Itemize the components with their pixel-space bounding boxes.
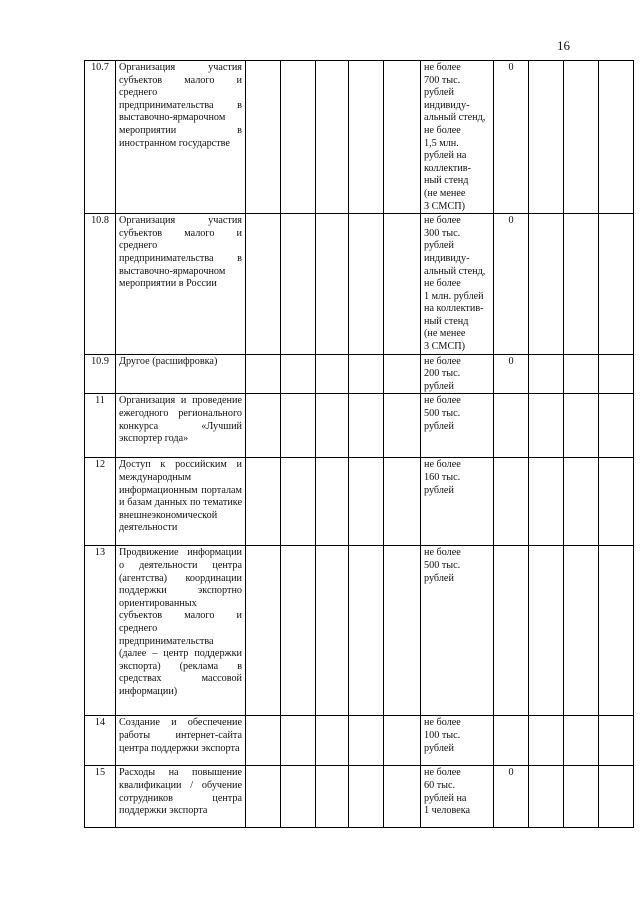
empty-cell	[316, 546, 349, 716]
row-name: Организация участия субъектов малого и среднего предпринимательства в выставочно-ярмарочном мероприятии в России	[116, 214, 246, 355]
empty-cell	[316, 716, 349, 766]
row-limit: не более 700 тыс. рублей индивиду- альный стенд, не более 1,5 млн. рублей на коллектив- ный стенд (не менее 3 СМСП)	[421, 61, 494, 214]
empty-cell	[281, 61, 316, 214]
empty-cell	[316, 766, 349, 828]
row-number: 14	[85, 716, 116, 766]
empty-cell	[246, 716, 281, 766]
row-limit: не более 100 тыс. рублей	[421, 716, 494, 766]
row-name: Продвижение информации о деятельности центра (агентства) координации поддержки экспортно ориентированных субъектов малого и среднего предпринимательства (далее – центр поддержки экспорта) (реклама в средствах массовой информации)	[116, 546, 246, 716]
row-limit: не более 60 тыс. рублей на 1 человека	[421, 766, 494, 828]
row-name: Другое (расшифровка)	[116, 354, 246, 394]
empty-cell	[281, 214, 316, 355]
empty-cell	[384, 214, 421, 355]
row-value: 0	[494, 354, 529, 394]
empty-cell	[384, 546, 421, 716]
empty-cell	[281, 394, 316, 458]
page-number: 16	[557, 38, 570, 53]
table-row	[85, 546, 634, 716]
empty-cell	[384, 394, 421, 458]
empty-cell	[384, 716, 421, 766]
row-limit: не более 160 тыс. рублей	[421, 458, 494, 546]
empty-cell	[529, 61, 564, 214]
row-number: 10.7	[85, 61, 116, 214]
row-value: 0	[494, 214, 529, 355]
row-value	[494, 546, 529, 716]
empty-cell	[281, 354, 316, 394]
empty-cell	[246, 546, 281, 716]
empty-cell	[564, 458, 599, 546]
table-row	[85, 354, 634, 394]
row-number: 11	[85, 394, 116, 458]
empty-cell	[316, 354, 349, 394]
empty-cell	[316, 394, 349, 458]
empty-cell	[316, 458, 349, 546]
empty-cell	[384, 766, 421, 828]
empty-cell	[529, 766, 564, 828]
empty-cell	[599, 61, 634, 214]
row-number: 10.8	[85, 214, 116, 355]
empty-cell	[246, 61, 281, 214]
empty-cell	[529, 716, 564, 766]
empty-cell	[316, 61, 349, 214]
table-row	[85, 458, 634, 546]
table-row	[85, 716, 634, 766]
empty-cell	[246, 214, 281, 355]
empty-cell	[529, 546, 564, 716]
row-name: Организация и проведение ежегодного регионального конкурса «Лучший экспортер года»	[116, 394, 246, 458]
row-value	[494, 716, 529, 766]
table-row	[85, 394, 634, 458]
empty-cell	[349, 394, 384, 458]
row-number: 12	[85, 458, 116, 546]
empty-cell	[529, 458, 564, 546]
empty-cell	[384, 354, 421, 394]
empty-cell	[599, 716, 634, 766]
empty-cell	[564, 716, 599, 766]
empty-cell	[384, 458, 421, 546]
table-row	[85, 214, 634, 355]
row-limit: не более 500 тыс. рублей	[421, 394, 494, 458]
empty-cell	[564, 214, 599, 355]
empty-cell	[246, 458, 281, 546]
empty-cell	[599, 394, 634, 458]
row-value: 0	[494, 766, 529, 828]
empty-cell	[564, 546, 599, 716]
empty-cell	[246, 766, 281, 828]
empty-cell	[281, 716, 316, 766]
empty-cell	[529, 214, 564, 355]
row-name: Доступ к российским и международным информационным порталам и базам данных по тематике внешнеэкономической деятельности	[116, 458, 246, 546]
row-value	[494, 394, 529, 458]
row-name: Организация участия субъектов малого и среднего предпринимательства в выставочно-ярмарочном мероприятии в иностранном государстве	[116, 61, 246, 214]
row-number: 13	[85, 546, 116, 716]
empty-cell	[246, 354, 281, 394]
empty-cell	[349, 354, 384, 394]
empty-cell	[564, 354, 599, 394]
empty-cell	[349, 716, 384, 766]
row-number: 15	[85, 766, 116, 828]
table-row	[85, 766, 634, 828]
empty-cell	[599, 546, 634, 716]
row-limit: не более 500 тыс. рублей	[421, 546, 494, 716]
empty-cell	[529, 394, 564, 458]
empty-cell	[349, 214, 384, 355]
empty-cell	[316, 214, 349, 355]
empty-cell	[349, 766, 384, 828]
empty-cell	[599, 354, 634, 394]
row-number: 10.9	[85, 354, 116, 394]
empty-cell	[599, 458, 634, 546]
row-value: 0	[494, 61, 529, 214]
empty-cell	[281, 546, 316, 716]
table-row	[85, 61, 634, 214]
empty-cell	[349, 61, 384, 214]
empty-cell	[349, 458, 384, 546]
row-name: Расходы на повышение квалификации / обучение сотрудников центра поддержки экспорта	[116, 766, 246, 828]
row-value	[494, 458, 529, 546]
row-limit: не более 200 тыс. рублей	[421, 354, 494, 394]
empty-cell	[246, 394, 281, 458]
budget-table	[84, 60, 634, 828]
empty-cell	[599, 766, 634, 828]
row-name: Создание и обеспечение работы интернет-сайта центра поддержки экспорта	[116, 716, 246, 766]
row-limit: не более 300 тыс. рублей индивиду- альный стенд, не более 1 млн. рублей на коллектив- ный стенд (не менее 3 СМСП)	[421, 214, 494, 355]
empty-cell	[281, 458, 316, 546]
empty-cell	[384, 61, 421, 214]
empty-cell	[564, 766, 599, 828]
empty-cell	[349, 546, 384, 716]
empty-cell	[564, 394, 599, 458]
empty-cell	[599, 214, 634, 355]
empty-cell	[529, 354, 564, 394]
empty-cell	[564, 61, 599, 214]
empty-cell	[281, 766, 316, 828]
